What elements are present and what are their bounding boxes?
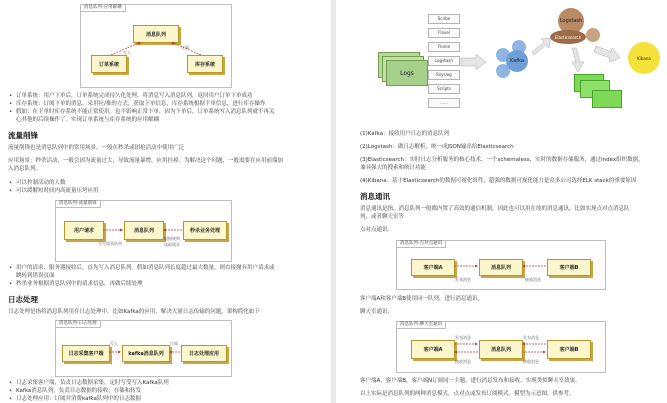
note-elasticsearch: (3)Elasticsearch：实时日志分析服务的核心技术，一个schemaless，实时的数据存储服务，通过index组织数据， [360, 157, 644, 163]
paragraph-messaging-cont: 列，或者聊天室等 [360, 214, 405, 220]
note-elasticsearch-cont: 兼具强大的搜索和统计功能 [360, 165, 427, 171]
bullet-order-system: • 订单系统：用户下单后，订单系统完成持久化处理，将消息写入消息队列，返回用户订单下单成功 [16, 93, 253, 101]
decoupling-arrows [81, 5, 231, 87]
bullet-relieve-traffic: • 可以缓解短时间内高流量压垮应用 [16, 188, 99, 196]
message-queue-box: 消息队列 [124, 221, 164, 240]
chat-description: 客户端A，客户端B，客户端N订阅同一主题，进行消息发布和接收。实现类似聊天室效果。 [360, 378, 581, 384]
note-kafka: (1)Kafka：接收用户日志的消息队列 [360, 131, 450, 137]
message-queue-box: 消息队列 [479, 259, 523, 276]
subscribe-label: 订阅 [181, 45, 189, 50]
receive-label-left: 接收消息 [455, 359, 471, 364]
source-scribe: Scribe [428, 14, 460, 24]
diagram-tab: 消息队列-点对点通讯 [397, 241, 446, 248]
logstash-node: Logstash [558, 8, 584, 34]
log-processing-arrows [56, 321, 231, 376]
paragraph-traffic-scenario-cont: 入消息队列。 [8, 166, 42, 172]
subscribe-label: 订阅 [170, 341, 178, 346]
diagram-tab: 消息队列-流量削锋 [56, 201, 101, 208]
source-flume: Flume [428, 42, 460, 52]
traffic-peak-diagram [55, 200, 232, 262]
inventory-system-box: 库存系统 [187, 55, 223, 73]
source-rsyslog: Rsyslog [428, 70, 460, 80]
source-flavel: Flavel [428, 28, 460, 38]
bullet-seckill-process: • 秒杀业务根据消息队列中的请求信息，再做后续处理 [16, 281, 143, 289]
publish-label-right: 发布消息 [523, 335, 539, 340]
seckill-service-box: 秒杀业务处理 [183, 221, 227, 240]
bullet-example-cont: 心其他的后续操作了。实现订单系统与库存系统的应用解耦 [16, 117, 160, 123]
heading-messaging: 消息通讯 [360, 192, 390, 201]
elk-architecture-diagram [336, 0, 667, 128]
elasticsearch-node: Elasticsearch [550, 30, 586, 44]
kafka-queue-box: kafka消息队列 [122, 345, 170, 362]
kibana-node: Kibana [628, 42, 660, 74]
client-b-box: 客户端B [547, 259, 591, 276]
source-logstash: Logstash [428, 56, 460, 66]
note-kibana: (4)Kibana：基于Elasticsearch的数据可视化组件，超强的数据可视化能力是众多公司选择ELK stack的重要原因 [360, 178, 637, 184]
elk-arrows [336, 0, 667, 128]
receive-label-right: 接收消息 [523, 359, 539, 364]
publish-label-left: 发布消息 [455, 335, 471, 340]
source-more: ...... [428, 98, 460, 108]
p2p-arrows [397, 241, 605, 289]
p2p-description: 客户端A和客户端B使用同一队列，进行消息通讯。 [360, 296, 484, 302]
source-scripts: Scripts [428, 84, 460, 94]
client-a-box: 客户端A [411, 340, 455, 359]
order-system-box: 订单系统 [91, 55, 127, 73]
right-page [336, 0, 667, 403]
paragraph-messaging: 消息通讯是指，消息队列一般都内置了高效的通信机制，因此也可以用在纯的消息通讯。比如实现点对点消息队 [360, 206, 630, 212]
logs-box: Logs [386, 60, 428, 86]
p2p-diagram [396, 240, 606, 290]
heading-log-processing: 日志处理 [8, 295, 38, 304]
bullet-user-request-cont: 跳转到错误页面 [16, 273, 55, 279]
client-b-box: 客户端B [547, 340, 591, 359]
paragraph-traffic-scenario: 应用场景：秒杀活动，一般会因为流量过大，导致流量暴增，应用挂掉。为解决这个问题，一般需要在应用前端加 [8, 158, 284, 164]
heading-traffic-peak: 流量削锋 [8, 131, 38, 140]
bullet-control-count: • 可以控制活动的人数 [16, 180, 66, 188]
chatroom-arrows [397, 322, 605, 372]
bullet-log-app: • 日志处理应用：订阅并消费kafka队列中的日志数据 [16, 396, 141, 403]
bullet-kafka-queue: • Kafka消息队列，负责日志数据的接收，存储和转发 [16, 388, 141, 396]
bullet-user-request: • 用户的请求，服务器接收后，首先写入消息队列。假如消息队列长度超过最大数量，则直接抛弃用户请求或 [16, 265, 275, 273]
paragraph-log-intro: 日志处理是指将消息队列用在日志处理中，比如Kafka的应用，解决大量日志传输的问题。架构简化如下 [8, 309, 260, 315]
diagram-tab: 消息队列-日志处理 [56, 321, 101, 328]
message-queue-box: 消息队列 [133, 25, 179, 43]
summary-text: 以上实际是消息队列的两种消息模式，点对点或发布订阅模式。模型为示意图，供参考。 [360, 391, 575, 397]
write-label: 写入 [123, 50, 131, 55]
traffic-peak-arrows [56, 201, 231, 261]
log-processing-diagram [55, 320, 232, 377]
bullet-example: • 假如：在下单时库存系统不能正常使用。也不影响正常下单，因为下单后，订单系统写入消息队列就不再关 [16, 109, 275, 117]
publish-label: 发布消息 [455, 277, 471, 282]
note-logstash: (2)Logstash：做日志解析，统一成JSON输出给Elasticsearch [360, 144, 514, 150]
decoupling-diagram [80, 4, 232, 88]
paragraph-traffic-intro: 流量削锋也是消息队列中的常用场景，一般在秒杀或团抢活动中使用广泛 [8, 145, 185, 151]
bullet-log-collector: • 日志采集客户端，负责日志数据采集，定时写受写入Kafka队列 [16, 380, 169, 388]
read-request-label: 读取请求 [164, 242, 180, 247]
chatroom-diagram [396, 321, 606, 373]
log-collector-box: 日志采集客户端 [62, 345, 110, 362]
chat-label: 聊天室通讯： [360, 309, 394, 315]
message-queue-box: 消息队列 [479, 340, 523, 359]
receive-label: 接收消息 [525, 277, 541, 282]
log-app-box: 日志处理应用 [181, 345, 227, 362]
kafka-node: Kafka [506, 50, 528, 72]
write-queue-label: 写入请求队列 [98, 241, 122, 246]
diagram-tab: 消息队列-应用解耦 [81, 5, 126, 12]
bullet-inventory-system: • 库存系统：订阅下单的消息，采用拉/推的方式，获取下单信息，库存系统根据下单信息，进行库存操作 [16, 101, 265, 109]
p2p-label: 点对点通讯： [360, 227, 394, 233]
diagram-tab: 消息队列-聊天室通讯 [397, 322, 446, 329]
read-rule-label: 根据规则 [164, 236, 180, 241]
client-a-box: 客户端A [411, 259, 455, 276]
user-request-box: 用户请求 [64, 221, 104, 240]
left-page [0, 0, 331, 403]
write-label: 写入 [110, 341, 118, 346]
